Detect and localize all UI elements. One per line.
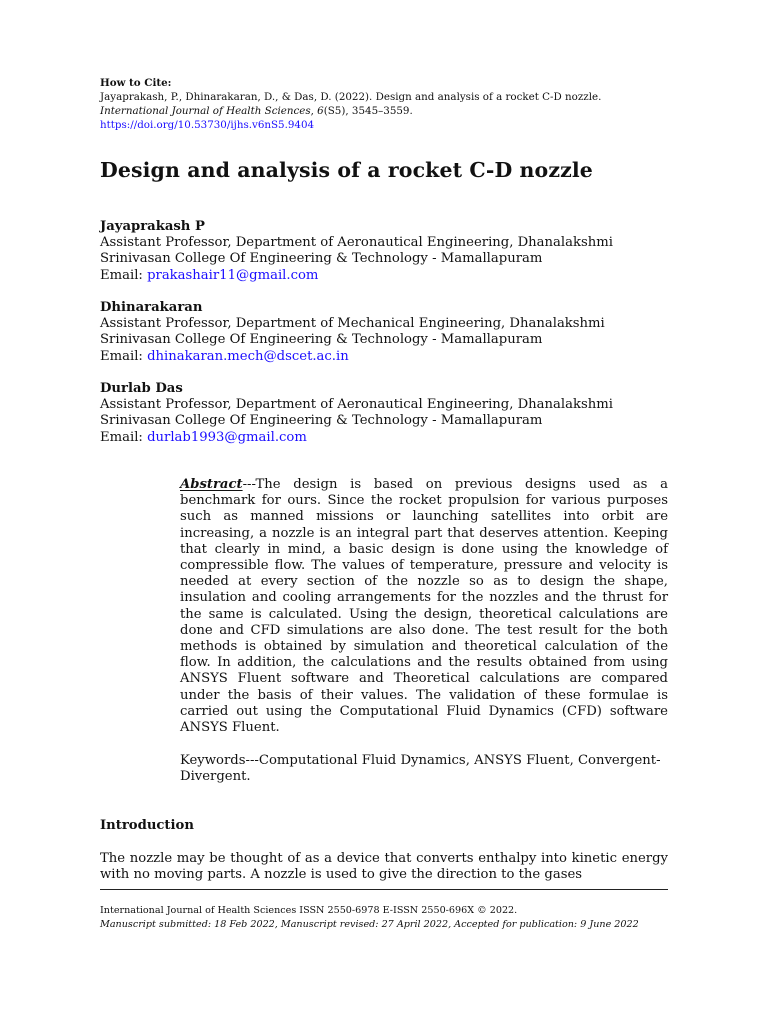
email-label: Email: bbox=[100, 429, 148, 445]
author-affiliation: Assistant Professor, Department of Aeronautical Engineering, Dhanalakshmi Srinivasan College Of Engineering & Technology - Mamallapuram bbox=[100, 397, 613, 429]
introduction-paragraph: The nozzle may be thought of as a device that converts enthalpy into kinetic energy with no moving parts. A nozzle is used to give the direction to the gases bbox=[100, 851, 668, 883]
author-name: Jayaprakash P bbox=[100, 219, 205, 234]
author-email-link[interactable]: prakashair11@gmail.com bbox=[147, 267, 319, 283]
footer-divider bbox=[100, 889, 668, 890]
email-label: Email: bbox=[100, 348, 148, 364]
abstract-label: Abstract bbox=[180, 477, 243, 492]
keywords-paragraph bbox=[180, 753, 668, 785]
author-block bbox=[100, 300, 660, 365]
keywords-dashes: --- bbox=[245, 753, 259, 768]
abstract-paragraph bbox=[180, 477, 668, 736]
citation-volume-sep: , bbox=[310, 105, 318, 117]
how-to-cite-label: How to Cite: bbox=[100, 77, 172, 89]
citation-issue-pages: (S5), 3545–3559. bbox=[323, 105, 413, 117]
author-email-link[interactable]: durlab1993@gmail.com bbox=[147, 429, 307, 445]
keywords-text: Computational Fluid Dynamics, ANSYS Fluent, Convergent-Divergent. bbox=[180, 753, 661, 785]
keywords-label: Keywords bbox=[180, 753, 246, 768]
citation-volume: 6 bbox=[317, 105, 324, 117]
author-name: Durlab Das bbox=[100, 381, 183, 396]
paper-title: Design and analysis of a rocket C-D nozzle bbox=[100, 158, 593, 182]
how-to-cite-block bbox=[100, 76, 660, 132]
abstract-dashes: --- bbox=[242, 477, 256, 492]
author-email-link[interactable]: dhinakaran.mech@dscet.ac.in bbox=[147, 348, 349, 364]
introduction-heading: Introduction bbox=[100, 818, 194, 833]
citation-authors-year: Jayaprakash, P., Dhinarakaran, D., & Das, D. (2022). Design and analysis of a rocket C-D nozzle. bbox=[100, 91, 602, 103]
author-affiliation: Assistant Professor, Department of Mechanical Engineering, Dhanalakshmi Srinivasan College Of Engineering & Technology - Mamallapuram bbox=[100, 316, 605, 348]
footer-journal-line: International Journal of Health Sciences ISSN 2550-6978 E-ISSN 2550-696X © 2022. bbox=[100, 905, 518, 916]
email-label: Email: bbox=[100, 267, 148, 283]
page-footer bbox=[100, 904, 668, 931]
author-block bbox=[100, 219, 660, 284]
citation-journal: International Journal of Health Sciences bbox=[100, 105, 311, 117]
doi-link[interactable]: https://doi.org/10.53730/ijhs.v6nS5.9404 bbox=[100, 119, 315, 131]
abstract-text: The design is based on previous designs used as a benchmark for ours. Since the rocket propulsion for various purposes such as manned missions or launching satellites into orbit are increasing, a nozzle is an integral part that deserves attention. Keeping that clearly in mind, a basic design is done using the knowledge of compressible flow. The values of temperature, pressure and velocity is needed at every section of the nozzle so as to design the shape, insulation and cooling arrangements for the nozzles and the thrust for the same is calculated. Using the design, theoretical calculations are done and CFD simulations are also done. The test result for the both methods is obtained by simulation and theoretical calculation of the flow. In addition, the calculations and the results obtained from using ANSYS Fluent software and Theoretical calculations are compared under the basis of their values. The validation of these formulae is carried out using the Computational Fluid Dynamics (CFD) software ANSYS Fluent. bbox=[180, 477, 668, 736]
footer-dates-line: Manuscript submitted: 18 Feb 2022, Manuscript revised: 27 April 2022, Accepted for publication: 9 June 2022 bbox=[100, 918, 639, 930]
author-block bbox=[100, 381, 660, 446]
author-affiliation: Assistant Professor, Department of Aeronautical Engineering, Dhanalakshmi Srinivasan College Of Engineering & Technology - Mamallapuram bbox=[100, 235, 613, 267]
author-name: Dhinarakaran bbox=[100, 300, 203, 315]
